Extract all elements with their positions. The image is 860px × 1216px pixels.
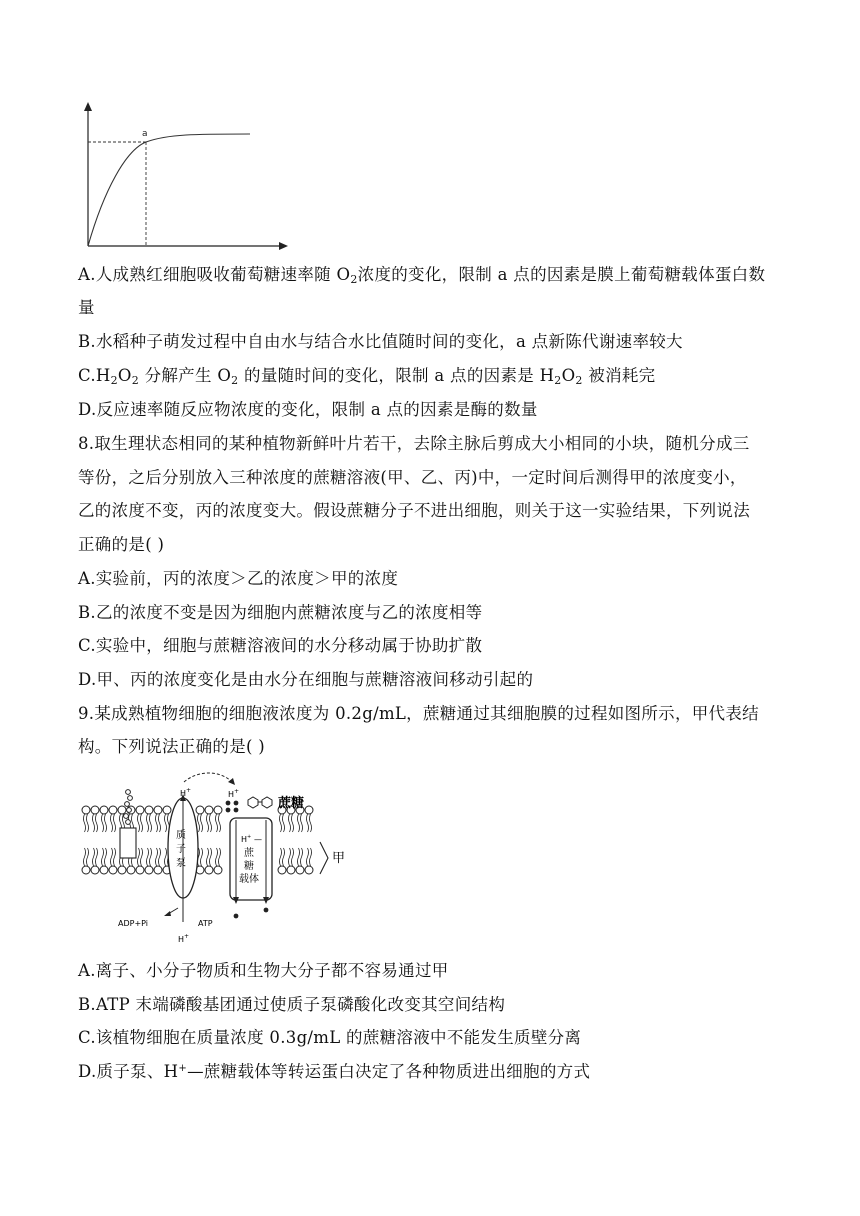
membrane-transport-diagram [80,770,380,950]
proton-dots [226,801,239,813]
h-ion-top-left: H [180,789,187,798]
structure-brace [320,842,328,874]
svg-text:+: + [186,787,192,794]
svg-text:糖: 糖 [244,861,254,872]
svg-text:H: H [241,835,248,844]
structure-label: 甲 [332,851,346,866]
svg-text:载体: 载体 [239,874,259,885]
atp-label: ATP [198,919,213,928]
q7-option-a-line1: A.人成熟红细胞吸收葡萄糖速率随 $O_2$浓度的变化，限制 a 点的因素是膜上葡萄糖载体蛋白数 [78,265,766,286]
q8-stem-line1: 8.取生理状态相同的某种植物新鲜叶片若干，去除主脉后剪成大小相同的小块，随机分成三 [78,434,750,453]
proton-flow-arrow [184,773,232,782]
q8-stem-line4: 正确的是( ) [78,535,165,554]
saturation-curve-graph [76,98,296,258]
q8-stem-line3: 乙的浓度不变，丙的浓度变大。假设蔗糖分子不进出细胞，则关于这一实验结果，下列说法 [78,501,750,520]
q8-option-b: B.乙的浓度不变是因为细胞内蔗糖浓度与乙的浓度相等 [78,603,483,622]
q9-option-d: D.质子泵、H+—蔗糖载体等转运蛋白决定了各种物质进出细胞的方式 [78,1062,591,1081]
svg-text:—: — [254,835,262,844]
svg-text:泵: 泵 [176,858,186,869]
point-a-label: a [142,129,148,139]
q9-option-c: C.该植物细胞在质量浓度 0.3g/mL 的蔗糖溶液中不能发生质壁分离 [78,1028,582,1047]
svg-text:+: + [247,834,252,840]
sucrose-label: 蔗糖 [278,796,305,811]
q8-stem-line2: 等份，之后分别放入三种浓度的蔗糖溶液(甲、乙、丙)中，一定时间后测得甲的浓度变小， [78,468,747,487]
svg-text:质: 质 [176,830,186,841]
svg-text:子: 子 [176,844,186,855]
q8-option-a: A.实验前，丙的浓度＞乙的浓度＞甲的浓度 [78,569,399,588]
q9-option-b: B.ATP 末端磷酸基团通过使质子泵磷酸化改变其空间结构 [78,995,506,1014]
adp-pi-label: ADP+Pi [118,919,149,928]
proton-pump [168,794,198,922]
q9-stem-line1: 9.某成熟植物细胞的细胞液浓度为 0.2g/mL，蔗糖通过其细胞膜的过程如图所示，甲代表结 [78,704,759,723]
h-sucrose-carrier [230,818,272,904]
q7-option-c: $C.H_2O_2$ 分解产生 $O_2$ 的量随时间的变化，限制 a 点的因素是 $H_2O_2$ 被消耗完 [78,366,656,387]
q8-option-c: C.实验中，细胞与蔗糖溶液间的水分移动属于协助扩散 [78,636,483,655]
q9-option-a: A.离子、小分子物质和生物大分子都不容易通过甲 [78,961,449,980]
svg-text:+: + [184,933,190,940]
sucrose-molecule [248,797,272,808]
glycoprotein [120,790,136,858]
q7-option-a-line2: 量 [78,298,95,317]
q8-option-d: D.甲、丙的浓度变化是由水分在细胞与蔗糖溶液间移动引起的 [78,670,534,689]
h-ion-top-right: H [228,790,235,799]
svg-text:蔗: 蔗 [244,848,254,859]
q7-option-b: B.水稻种子萌发过程中自由水与结合水比值随时间的变化，a 点新陈代谢速率较大 [78,332,683,351]
q7-option-d: D.反应速率随反应物浓度的变化，限制 a 点的因素是酶的数量 [78,400,538,419]
curve [88,134,250,246]
q9-stem-line2: 构。下列说法正确的是( ) [78,737,266,756]
svg-text:+: + [234,788,240,795]
h-ion-bottom: H [178,935,185,944]
